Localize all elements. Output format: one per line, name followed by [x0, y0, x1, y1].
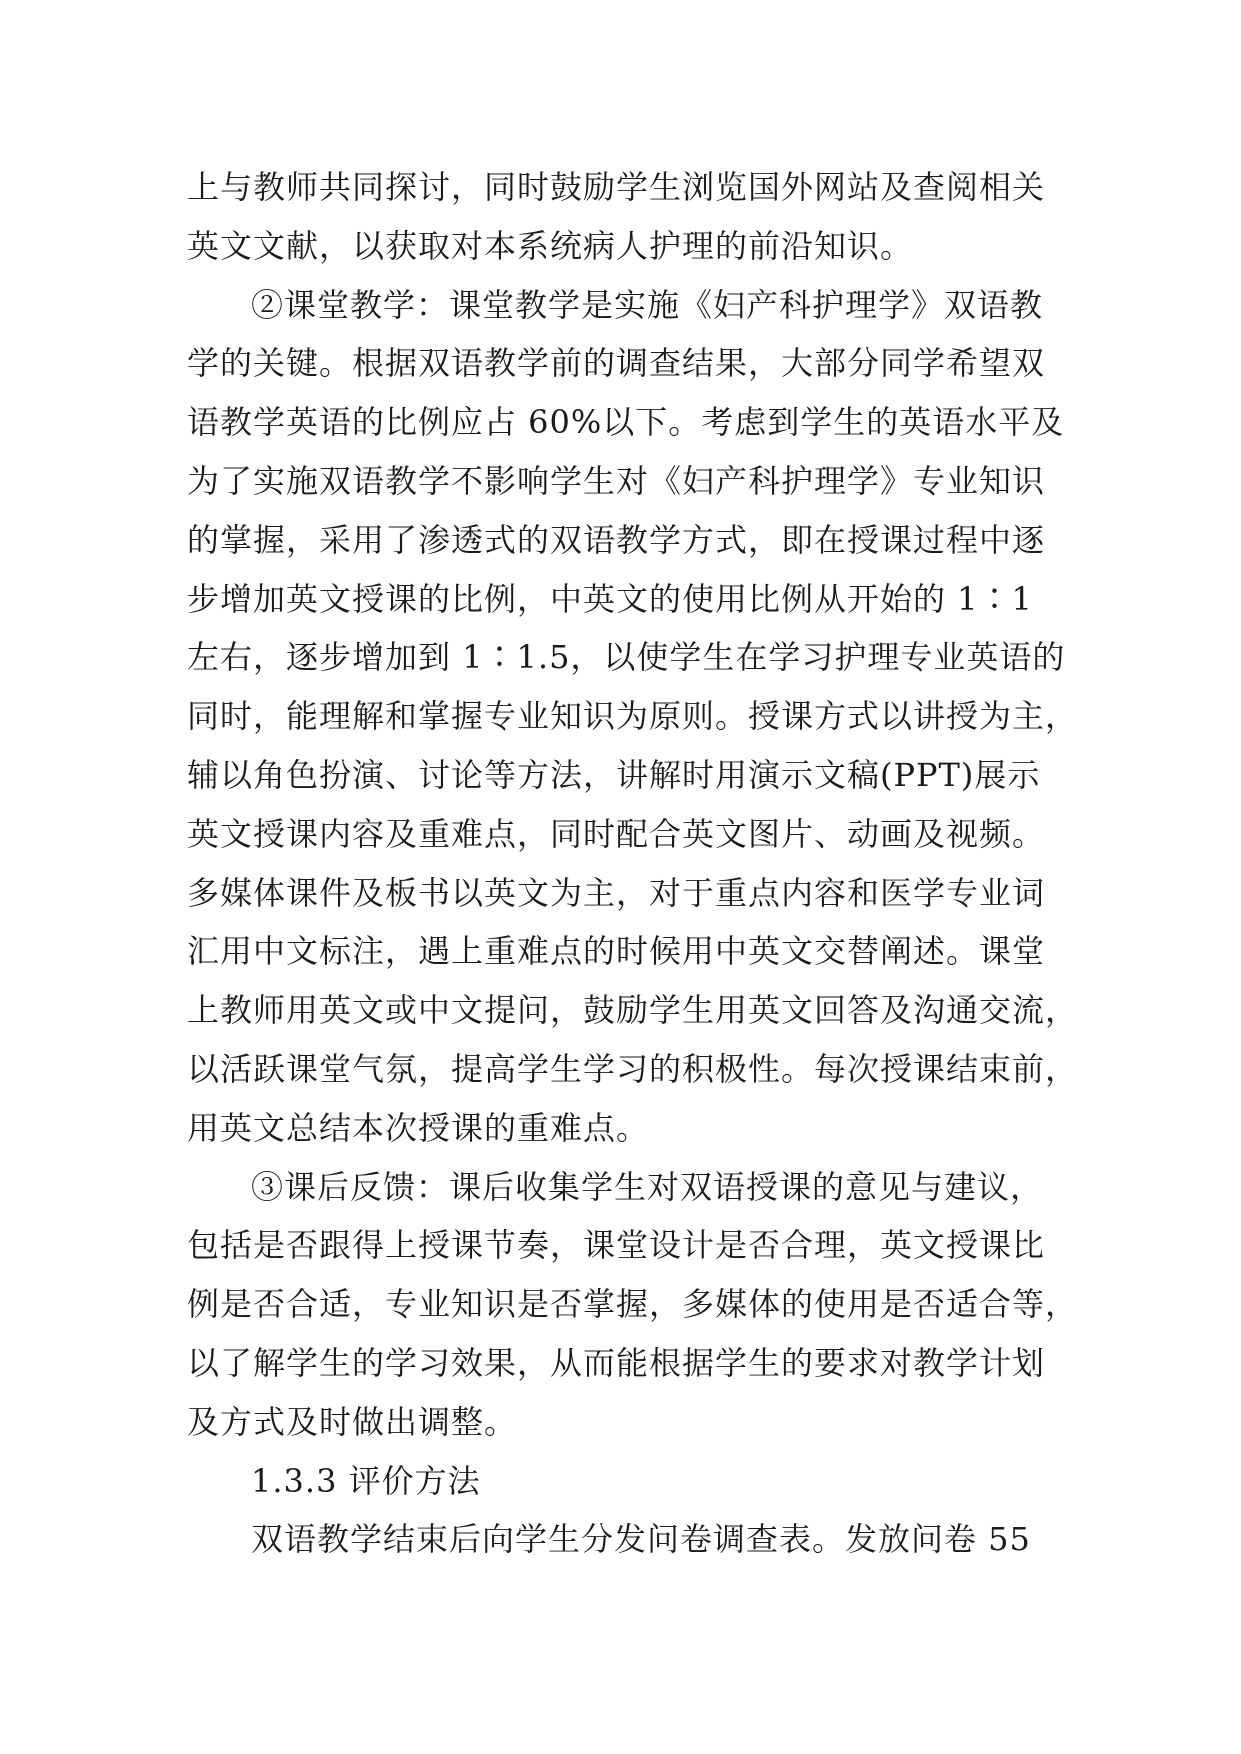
text-line: 辅以角色扮演、讨论等方法，讲解时用演示文稿(PPT)展示 — [187, 755, 1041, 794]
text-line: 上与教师共同探讨，同时鼓励学生浏览国外网站及查阅相关 — [187, 168, 1046, 206]
text-line: 以活跃课堂气氛，提高学生学习的积极性。每次授课结束前， — [187, 1049, 1079, 1088]
text-line: 的掌握，采用了渗透式的双语教学方式，即在授课过程中逐 — [187, 520, 1046, 559]
text-line: 学的关键。根据双语教学前的调查结果，大部分同学希望双 — [187, 344, 1046, 383]
text-line: 包括是否跟得上授课节奏，课堂设计是否合理，英文授课比 — [187, 1226, 1046, 1265]
text-line: 汇用中文标注，遇上重难点的时候用中英文交替阐述。课堂 — [187, 932, 1046, 971]
text-line: 用英文总结本次授课的重难点。 — [187, 1108, 650, 1147]
text-line: 英文授课内容及重难点，同时配合英文图片、动画及视频。 — [187, 814, 1046, 853]
text-line: 同时，能理解和掌握专业知识为原则。授课方式以讲授为主， — [187, 697, 1079, 736]
section-heading: 1.3.3 评价方法 — [251, 1461, 481, 1500]
text-line: 上教师用英文或中文提问，鼓励学生用英文回答及沟通交流， — [187, 991, 1079, 1030]
text-line: 及方式及时做出调整。 — [187, 1402, 518, 1441]
text-line: 为了实施双语教学不影响学生对《妇产科护理学》专业知识 — [187, 461, 1046, 500]
text-line: 多媒体课件及板书以英文为主，对于重点内容和医学专业词 — [187, 873, 1046, 912]
text-line: 语教学英语的比例应占 60%以下。考虑到学生的英语水平及 — [187, 403, 1065, 442]
text-line: 例是否合适，专业知识是否掌握，多媒体的使用是否适合等， — [187, 1285, 1079, 1324]
body-text — [187, 158, 1079, 1569]
text-line: 步增加英文授课的比例，中英文的使用比例从开始的 1∶1 — [187, 579, 1033, 618]
paragraph-start-feedback: ③课后反馈：课后收集学生对双语授课的意见与建议， — [251, 1167, 1044, 1206]
text-line: 以了解学生的学习效果，从而能根据学生的要求对教学计划 — [187, 1343, 1046, 1382]
text-line: 左右，逐步增加到 1∶1.5，以使学生在学习护理专业英语的 — [187, 638, 1066, 677]
text-line: 英文文献，以获取对本系统病人护理的前沿知识。 — [187, 226, 914, 265]
paragraph-start-evaluation: 双语教学结束后向学生分发问卷调查表。发放问卷 55 — [251, 1520, 1031, 1559]
paragraph-start-classroom-teaching: ②课堂教学：课堂教学是实施《妇产科护理学》双语教 — [251, 285, 1044, 324]
